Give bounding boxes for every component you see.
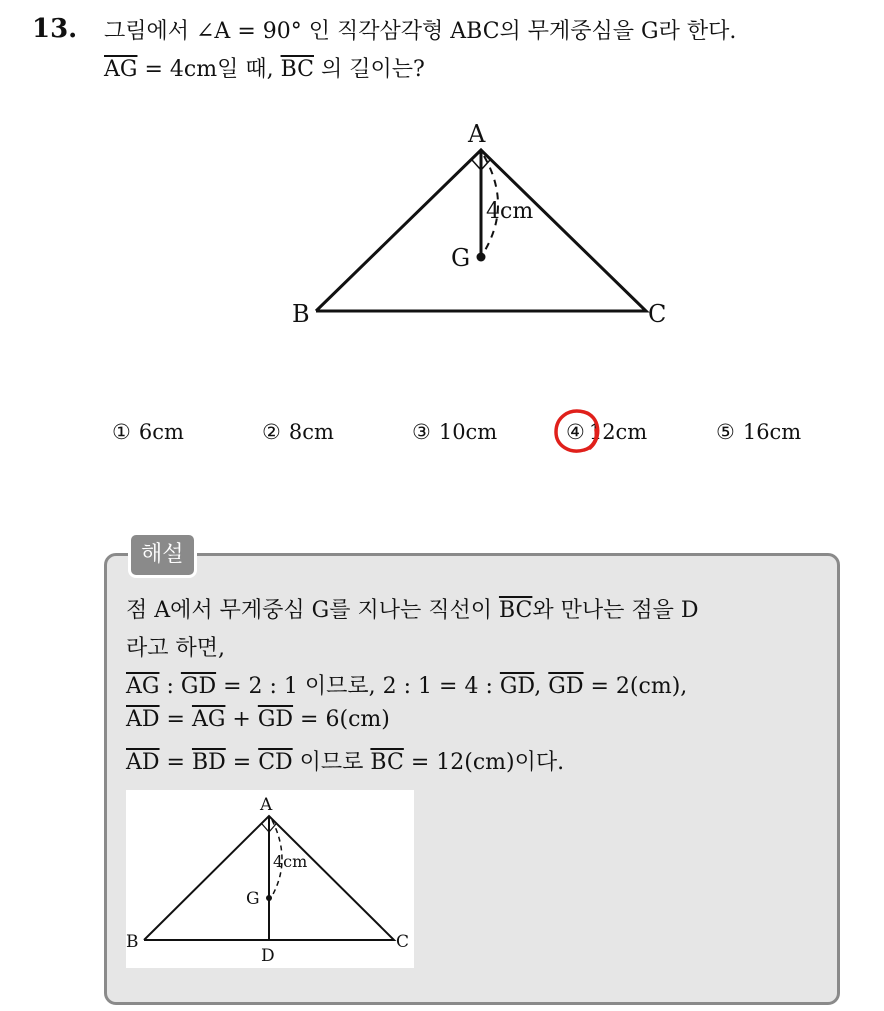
ex-text: = 2(cm), [583, 674, 688, 699]
choice-text: 6cm [138, 420, 184, 444]
ex-text: + [225, 707, 258, 732]
choice-text: 16cm [742, 420, 802, 444]
segment-gd: $\overline{GD}$ [548, 674, 584, 699]
choice-3[interactable] [412, 420, 497, 444]
choice-1[interactable] [112, 420, 184, 444]
length-label: 4cm [273, 852, 308, 871]
ex-text: , [534, 674, 549, 699]
ex-text: 와 만나는 점을 D [532, 598, 699, 623]
ex-text: 점 A에서 무게중심 G를 지나는 직선이 [126, 598, 499, 623]
point-g [477, 253, 486, 262]
label-g: G [246, 889, 260, 909]
segment-ag: $\overline{AG}$ [126, 674, 160, 699]
segment-ad: $\overline{AD}$ [126, 707, 160, 732]
choice-2[interactable] [262, 420, 334, 444]
explanation-tag: 해설 [128, 532, 197, 578]
length-label: 4cm [486, 199, 534, 224]
segment-gd: $\overline{GD}$ [180, 674, 217, 699]
label-c: C [648, 300, 667, 328]
ex-text: = [159, 707, 192, 732]
question-number: 13. [32, 14, 78, 44]
question-text-end: 의 길이는? [313, 57, 425, 82]
label-a: A [468, 120, 486, 148]
label-d: D [261, 946, 275, 966]
explanation-line-5 [126, 745, 564, 776]
question-line-1: 그림에서 ∠A = 90° 인 직각삼각형 ABC의 무게중심을 G라 한다. [104, 19, 737, 44]
ex-text: : [159, 674, 181, 699]
choice-text: 8cm [288, 420, 334, 444]
answer-circle-mark [548, 404, 604, 460]
triangle-figure [0, 0, 884, 400]
segment-ad: $\overline{AD}$ [126, 750, 160, 775]
label-b: B [126, 932, 139, 952]
label-b: B [292, 300, 310, 328]
ex-text: 이므로 [292, 750, 371, 775]
solution-figure-panel [126, 790, 414, 968]
choice-mark: ⑤ [716, 420, 735, 444]
ex-text: = 12(cm)이다. [403, 750, 565, 775]
explanation-line-1 [126, 593, 699, 624]
segment-ag: $\overline{AG}$ [191, 707, 226, 732]
segment-bc: $\overline{BC}$ [498, 598, 533, 623]
segment-ag: $\overline{AG}$ [104, 57, 138, 82]
ex-text: = 2 : 1 이므로, 2 : 1 = 4 : [216, 674, 500, 699]
question-text: = 4cm일 때, [137, 57, 281, 82]
segment-gd: $\overline{GD}$ [257, 707, 294, 732]
explanation-line-2: 라고 하면, [126, 636, 225, 661]
explanation-line-4 [126, 707, 390, 732]
choice-mark: ① [112, 420, 131, 444]
segment-bc: $\overline{BC}$ [280, 57, 314, 82]
segment-bd: $\overline{BD}$ [191, 750, 226, 775]
explanation-line-3 [126, 669, 687, 700]
segment-cd: $\overline{CD}$ [258, 750, 293, 775]
label-c: C [396, 932, 410, 952]
ex-text: = [159, 750, 192, 775]
choice-text: 10cm [438, 420, 498, 444]
point-g [266, 895, 272, 901]
choice-text: 12cm [588, 420, 648, 444]
segment-gd: $\overline{GD}$ [499, 674, 535, 699]
choice-mark: ④ [566, 420, 585, 444]
ex-text: = [225, 750, 259, 775]
label-a: A [260, 795, 273, 815]
choice-mark: ③ [412, 420, 431, 444]
ex-text: = 6(cm) [293, 707, 390, 732]
label-g: G [451, 244, 471, 272]
solution-triangle-figure [126, 790, 414, 968]
choice-5[interactable] [716, 420, 801, 444]
segment-bc: $\overline{BC}$ [370, 750, 404, 775]
choice-mark: ② [262, 420, 281, 444]
